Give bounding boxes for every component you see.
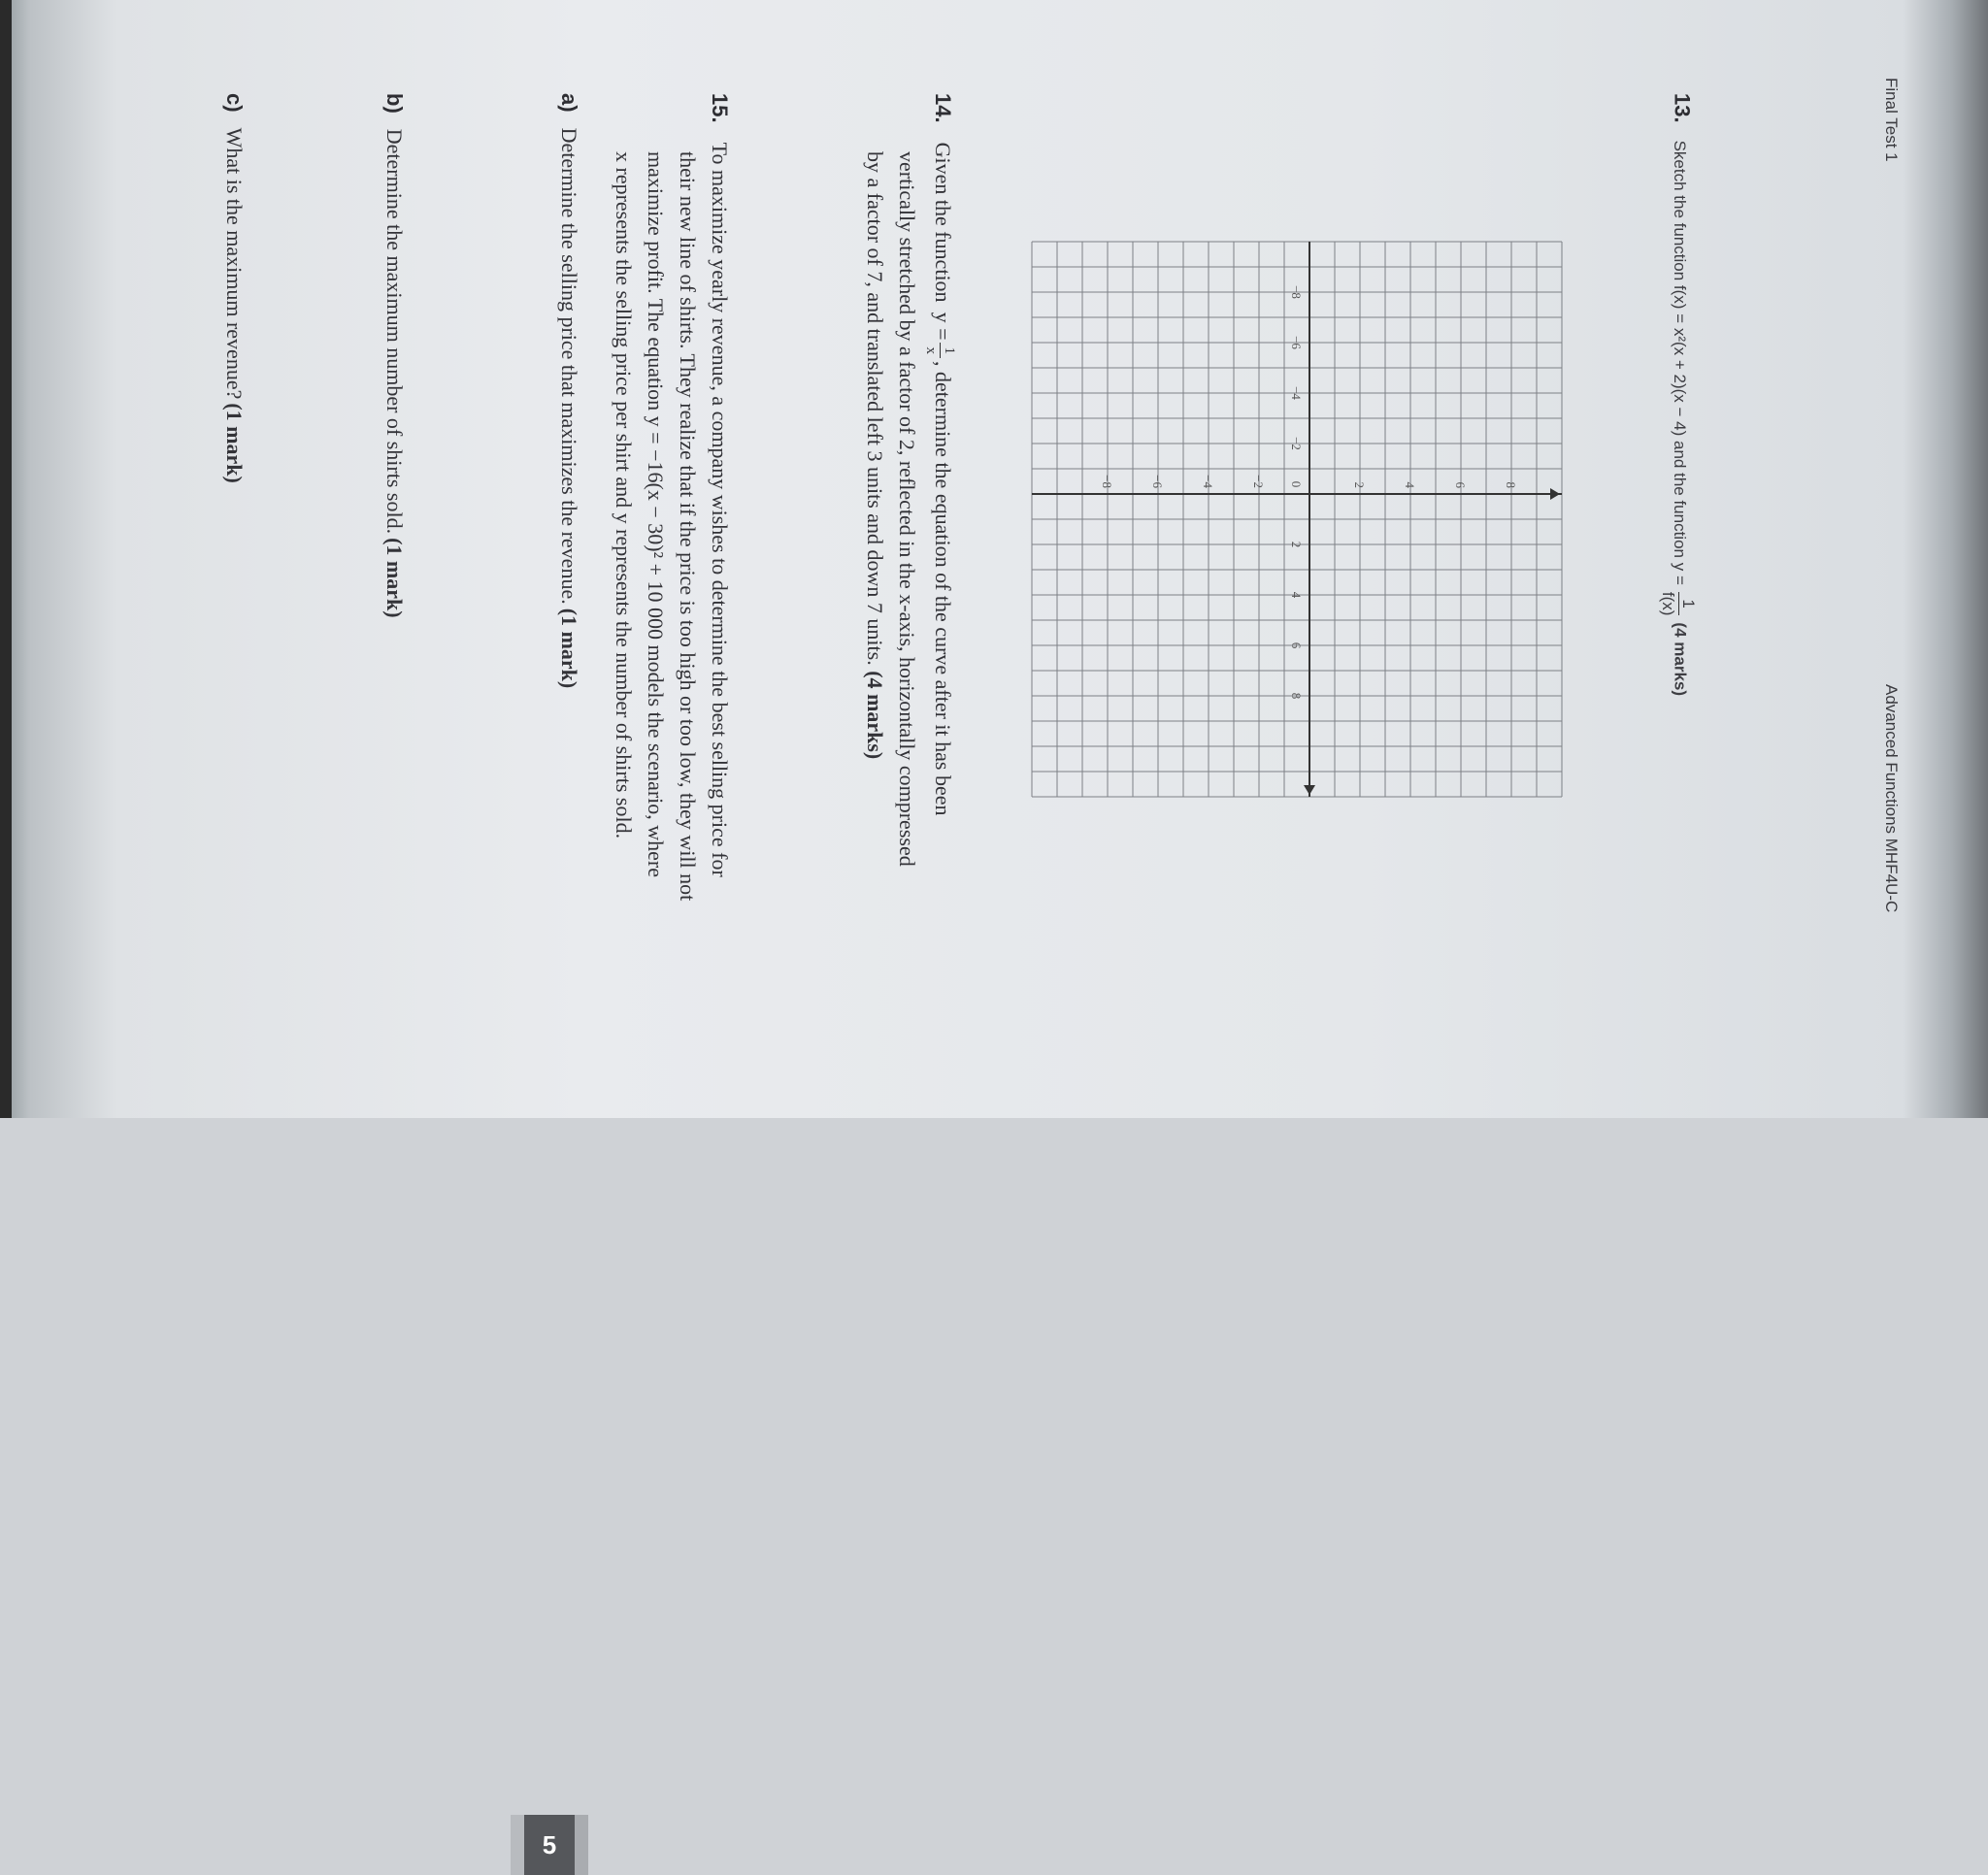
x-tick-label: 6 xyxy=(1289,641,1304,649)
question-14-text-rest: , determine the equation of the curve after it has been xyxy=(931,360,955,816)
question-15-number: 15. xyxy=(708,93,732,123)
part-a-text: Determine the selling price that maximizes the revenue. xyxy=(557,127,581,605)
y-axis-arrow xyxy=(1550,488,1560,500)
part-b-marks: (1 mark) xyxy=(382,538,407,618)
fraction-denominator: x xyxy=(922,346,939,354)
part-c-marks: (1 mark) xyxy=(222,403,247,483)
part-b-text: Determine the maximum number of shirts sold. xyxy=(382,128,407,535)
question-15-part-a xyxy=(553,93,585,688)
coordinate-grid[interactable] xyxy=(1012,238,1566,801)
question-13-text: Sketch the function f(x) = x²(x + 2)(x − 4) and the function y = xyxy=(1671,140,1690,585)
question-15-line-4: x represents the selling price per shirt and y represents the number of shirts sold. xyxy=(612,151,636,839)
question-14: 14. Given the function y = 1 x , determine the equation of the curve after it has been vertically stretched by a factor of 2, reflected in the x-axis, horizontally compressed by a factor of 7, and translated left 3 units and down 7 units. (4 marks) xyxy=(859,93,959,1064)
question-13 xyxy=(1660,93,1697,967)
question-14-marks: (4 marks) xyxy=(862,671,887,760)
fraction-numerator: 1 xyxy=(940,343,956,358)
fraction-denominator: f(x) xyxy=(1659,591,1677,616)
question-14-text-start: Given the function xyxy=(931,142,955,303)
x-tick-label: 4 xyxy=(1289,591,1304,599)
header-left: Final Test 1 xyxy=(1882,78,1901,162)
x-tick-label: 8 xyxy=(1289,692,1304,700)
part-c-text: What is the maximum revenue? xyxy=(222,127,247,400)
fraction-numerator: 1 xyxy=(1678,592,1697,616)
question-15 xyxy=(608,93,736,1064)
x-tick-label: −6 xyxy=(1289,336,1304,349)
x-tick-label: 0 xyxy=(1289,480,1304,488)
question-15-part-b xyxy=(379,93,411,618)
y-tick-label: −2 xyxy=(1251,475,1266,488)
question-13-fraction xyxy=(1660,592,1697,616)
question-14-line-2: vertically stretched by a factor of 2, reflected in the x-axis, horizontally compressed xyxy=(894,151,919,867)
x-tick-label: −2 xyxy=(1289,437,1304,450)
page-number-badge: 5 xyxy=(524,1815,575,1875)
question-15-part-c xyxy=(218,93,250,483)
question-13-marks: (4 marks) xyxy=(1671,622,1690,697)
y-tick-label: −6 xyxy=(1150,475,1165,488)
y-tick-label: −4 xyxy=(1201,475,1215,488)
header-right: Advanced Functions MHF4U-C xyxy=(1882,684,1901,913)
part-b-label: b) xyxy=(382,93,407,114)
y-tick-label: 2 xyxy=(1352,481,1367,488)
y-tick-label: −8 xyxy=(1100,475,1114,488)
question-15-line-1: To maximize yearly revenue, a company wishes to determine the best selling price for xyxy=(708,142,732,877)
x-tick-label: −4 xyxy=(1289,386,1304,400)
y-tick-label: 6 xyxy=(1453,481,1468,488)
question-14-line-3: by a factor of 7, and translated left 3 units and down 7 units. xyxy=(862,151,887,666)
part-c-label: c) xyxy=(222,93,247,113)
part-a-label: a) xyxy=(557,93,581,113)
question-14-fraction xyxy=(923,343,956,358)
y-tick-label: 4 xyxy=(1403,481,1417,488)
question-15-line-3: maximize profit. The equation y = −16(x − 30)² + 10 000 models the scenario, where xyxy=(644,151,668,878)
x-axis-arrow xyxy=(1304,785,1315,795)
part-a-marks: (1 mark) xyxy=(557,608,581,689)
grid-lines xyxy=(1032,242,1562,797)
x-tick-label: −8 xyxy=(1289,285,1304,299)
question-15-line-2: their new line of shirts. They realize that if the price is too high or too low, they will not xyxy=(676,151,700,902)
question-14-number: 14. xyxy=(931,93,955,123)
question-13-number: 13. xyxy=(1670,93,1695,123)
x-tick-label: 2 xyxy=(1289,541,1304,548)
y-tick-label: 8 xyxy=(1504,481,1518,488)
